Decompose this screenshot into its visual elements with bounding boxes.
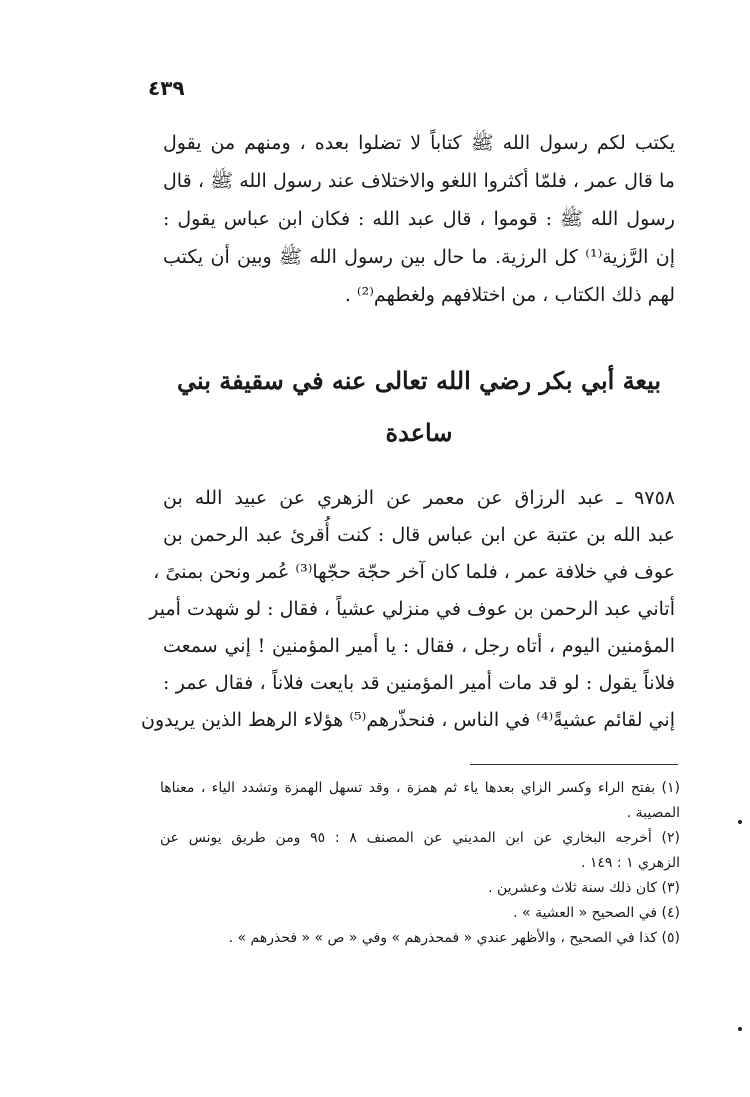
text-line: ٩٧٥٨ ـ عبد الرزاق عن معمر عن الزهري عن عبيد الله بن <box>163 487 675 509</box>
footnote-1: (١) بفتح الراء وكسر الزاي بعدها ياء ثم همزة ، وقد تسهل الهمزة وتشدد الياء ، معناها <box>160 780 680 796</box>
text-line: عبد الله بن عتبة عن ابن عباس قال : كنت أُقرئ عبد الرحمن بن <box>163 524 675 546</box>
text-line: عوف في خلافة عمر ، فلما كان آخر حجّة حجّها⁽³⁾ عُمر ونحن بمنىً ، <box>153 561 675 583</box>
footnotes <box>160 776 680 951</box>
scan-speck <box>738 820 742 824</box>
intro-paragraph <box>163 124 675 314</box>
text-line: إني لقائم عشيةً⁽⁴⁾ في الناس ، فنحذّرهم⁽⁵⁾ هؤلاء الرهط الذين يريدون <box>141 709 675 731</box>
text-line: المؤمنين اليوم ، أتاه رجل ، فقال : يا أمير المؤمنين ! إني سمعت <box>163 635 675 657</box>
text-line: رسول الله ﷺ : قوموا ، قال عبد الله : فكان ابن عباس يقول : <box>163 208 675 230</box>
footnote-2-continued: الزهري ١ : ١٤٩ . <box>580 855 680 871</box>
hadith-paragraph <box>141 480 675 739</box>
text-line: لهم ذلك الكتاب ، من اختلافهم ولغطهم⁽²⁾ . <box>344 284 675 306</box>
footnote-4: (٤) في الصحيح « العشية » . <box>513 905 680 921</box>
footnote-1-continued: المصيبة . <box>626 805 680 821</box>
footnote-5: (٥) كذا في الصحيح ، والأظهر عندي « فمحذرهم » وفي « ص » « فحذرهم » . <box>228 930 680 946</box>
scan-speck <box>738 1027 742 1031</box>
footnote-divider <box>470 764 678 765</box>
text-line: إن الرَّزية⁽¹⁾ كل الرزية. ما حال بين رسول الله ﷺ وبين أن يكتب <box>163 246 675 268</box>
text-line: أتاني عبد الرحمن بن عوف في منزلي عشياً ، فقال : لو شهدت أمير <box>149 598 675 620</box>
section-heading-continued: ساعدة <box>385 418 453 447</box>
footnote-3: (٣) كان ذلك سنة ثلاث وعشرين . <box>488 880 680 896</box>
section-heading: بيعة أبي بكر رضي الله تعالى عنه في سقيفة بني <box>176 366 662 395</box>
page-number: ٤٣٩ <box>148 76 185 100</box>
footnote-2: (٢) أخرجه البخاري عن ابن المديني عن المصنف ٨ : ٩٥ ومن طريق يونس عن <box>160 830 680 846</box>
text-line: يكتب لكم رسول الله ﷺ كتاباً لا تضلوا بعده ، ومنهم من يقول <box>163 132 675 154</box>
text-line: فلاناً يقول : لو قد مات أمير المؤمنين قد بايعت فلاناً ، فقال عمر : <box>163 672 675 694</box>
text-line: ما قال عمر ، فلمّا أكثروا اللغو والاختلاف عند رسول الله ﷺ ، قال <box>163 170 675 192</box>
